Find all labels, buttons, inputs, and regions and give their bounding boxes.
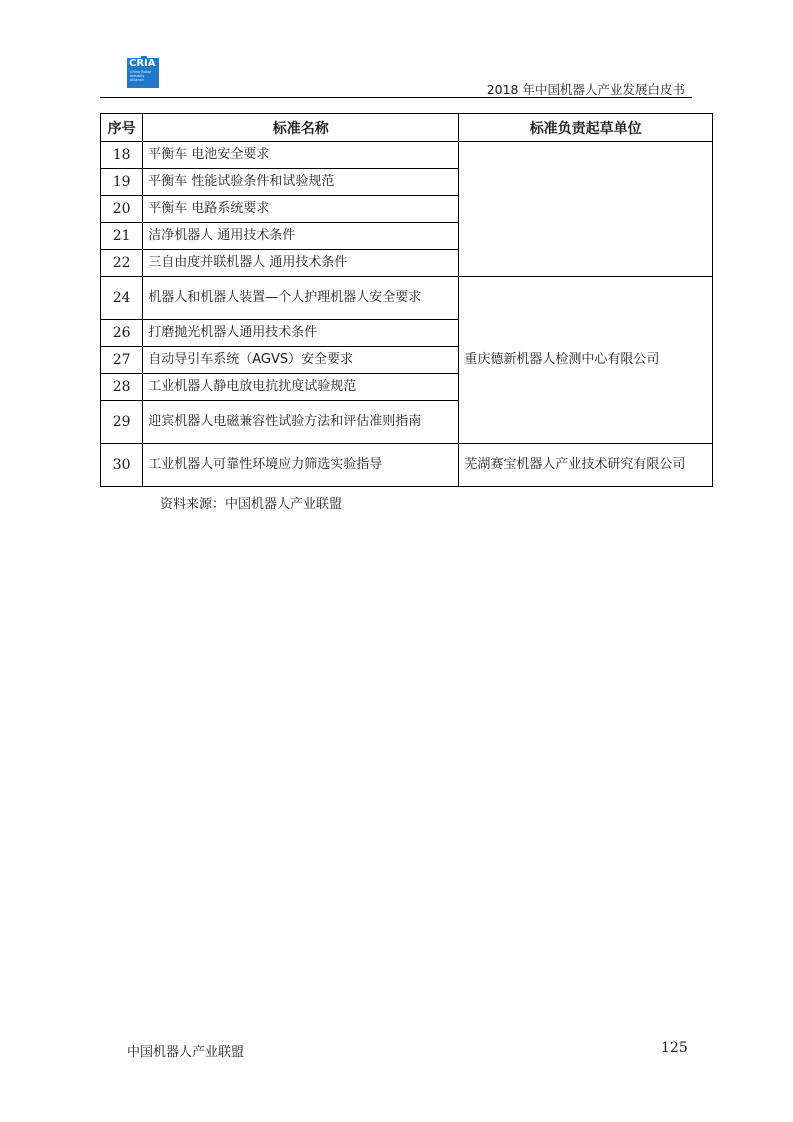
drafting-unit-cell	[459, 142, 713, 277]
standard-name: 打磨抛光机器人通用技术条件	[143, 320, 459, 347]
standard-name: 自动导引车系统（AGVS）安全要求	[143, 347, 459, 374]
standard-name: 平衡车 电路系统要求	[143, 196, 459, 223]
standard-name: 平衡车 性能试验条件和试验规范	[143, 169, 459, 196]
drafting-unit-cell: 芜湖赛宝机器人产业技术研究有限公司	[459, 444, 713, 487]
row-number: 19	[101, 169, 143, 196]
header-rule	[100, 97, 692, 98]
row-number: 21	[101, 223, 143, 250]
standard-name: 平衡车 电池安全要求	[143, 142, 459, 169]
table-row	[101, 444, 713, 487]
table-row	[101, 277, 713, 320]
footer-org: 中国机器人产业联盟	[127, 1045, 245, 1060]
logo-subtext: China Robot Industry Alliance	[130, 70, 152, 82]
logo-text: CRIA	[129, 58, 156, 69]
column-header-num: 序号	[101, 114, 143, 142]
standards-table	[100, 113, 713, 487]
cria-logo	[127, 58, 159, 88]
row-number: 29	[101, 401, 143, 444]
standard-name: 机器人和机器人装置—个人护理机器人安全要求	[143, 277, 459, 320]
standard-name: 工业机器人可靠性环境应力筛选实验指导	[143, 444, 459, 487]
column-header-unit: 标准负责起草单位	[459, 114, 713, 142]
row-number: 28	[101, 374, 143, 401]
header-title: 2018 年中国机器人产业发展白皮书	[486, 82, 685, 97]
standard-name: 三自由度并联机器人 通用技术条件	[143, 250, 459, 277]
row-number: 20	[101, 196, 143, 223]
standard-name: 工业机器人静电放电抗扰度试验规范	[143, 374, 459, 401]
page-number: 125	[661, 1040, 688, 1056]
drafting-unit-cell: 重庆德新机器人检测中心有限公司	[459, 277, 713, 444]
source-note: 资料来源：中国机器人产业联盟	[160, 497, 343, 512]
row-number: 30	[101, 444, 143, 487]
standard-name: 洁净机器人 通用技术条件	[143, 223, 459, 250]
row-number: 27	[101, 347, 143, 374]
row-number: 22	[101, 250, 143, 277]
table-row	[101, 142, 713, 169]
row-number: 18	[101, 142, 143, 169]
column-header-name: 标准名称	[143, 114, 459, 142]
row-number: 26	[101, 320, 143, 347]
standard-name: 迎宾机器人电磁兼容性试验方法和评估准则指南	[143, 401, 459, 444]
row-number: 24	[101, 277, 143, 320]
table-header-row	[101, 114, 713, 142]
